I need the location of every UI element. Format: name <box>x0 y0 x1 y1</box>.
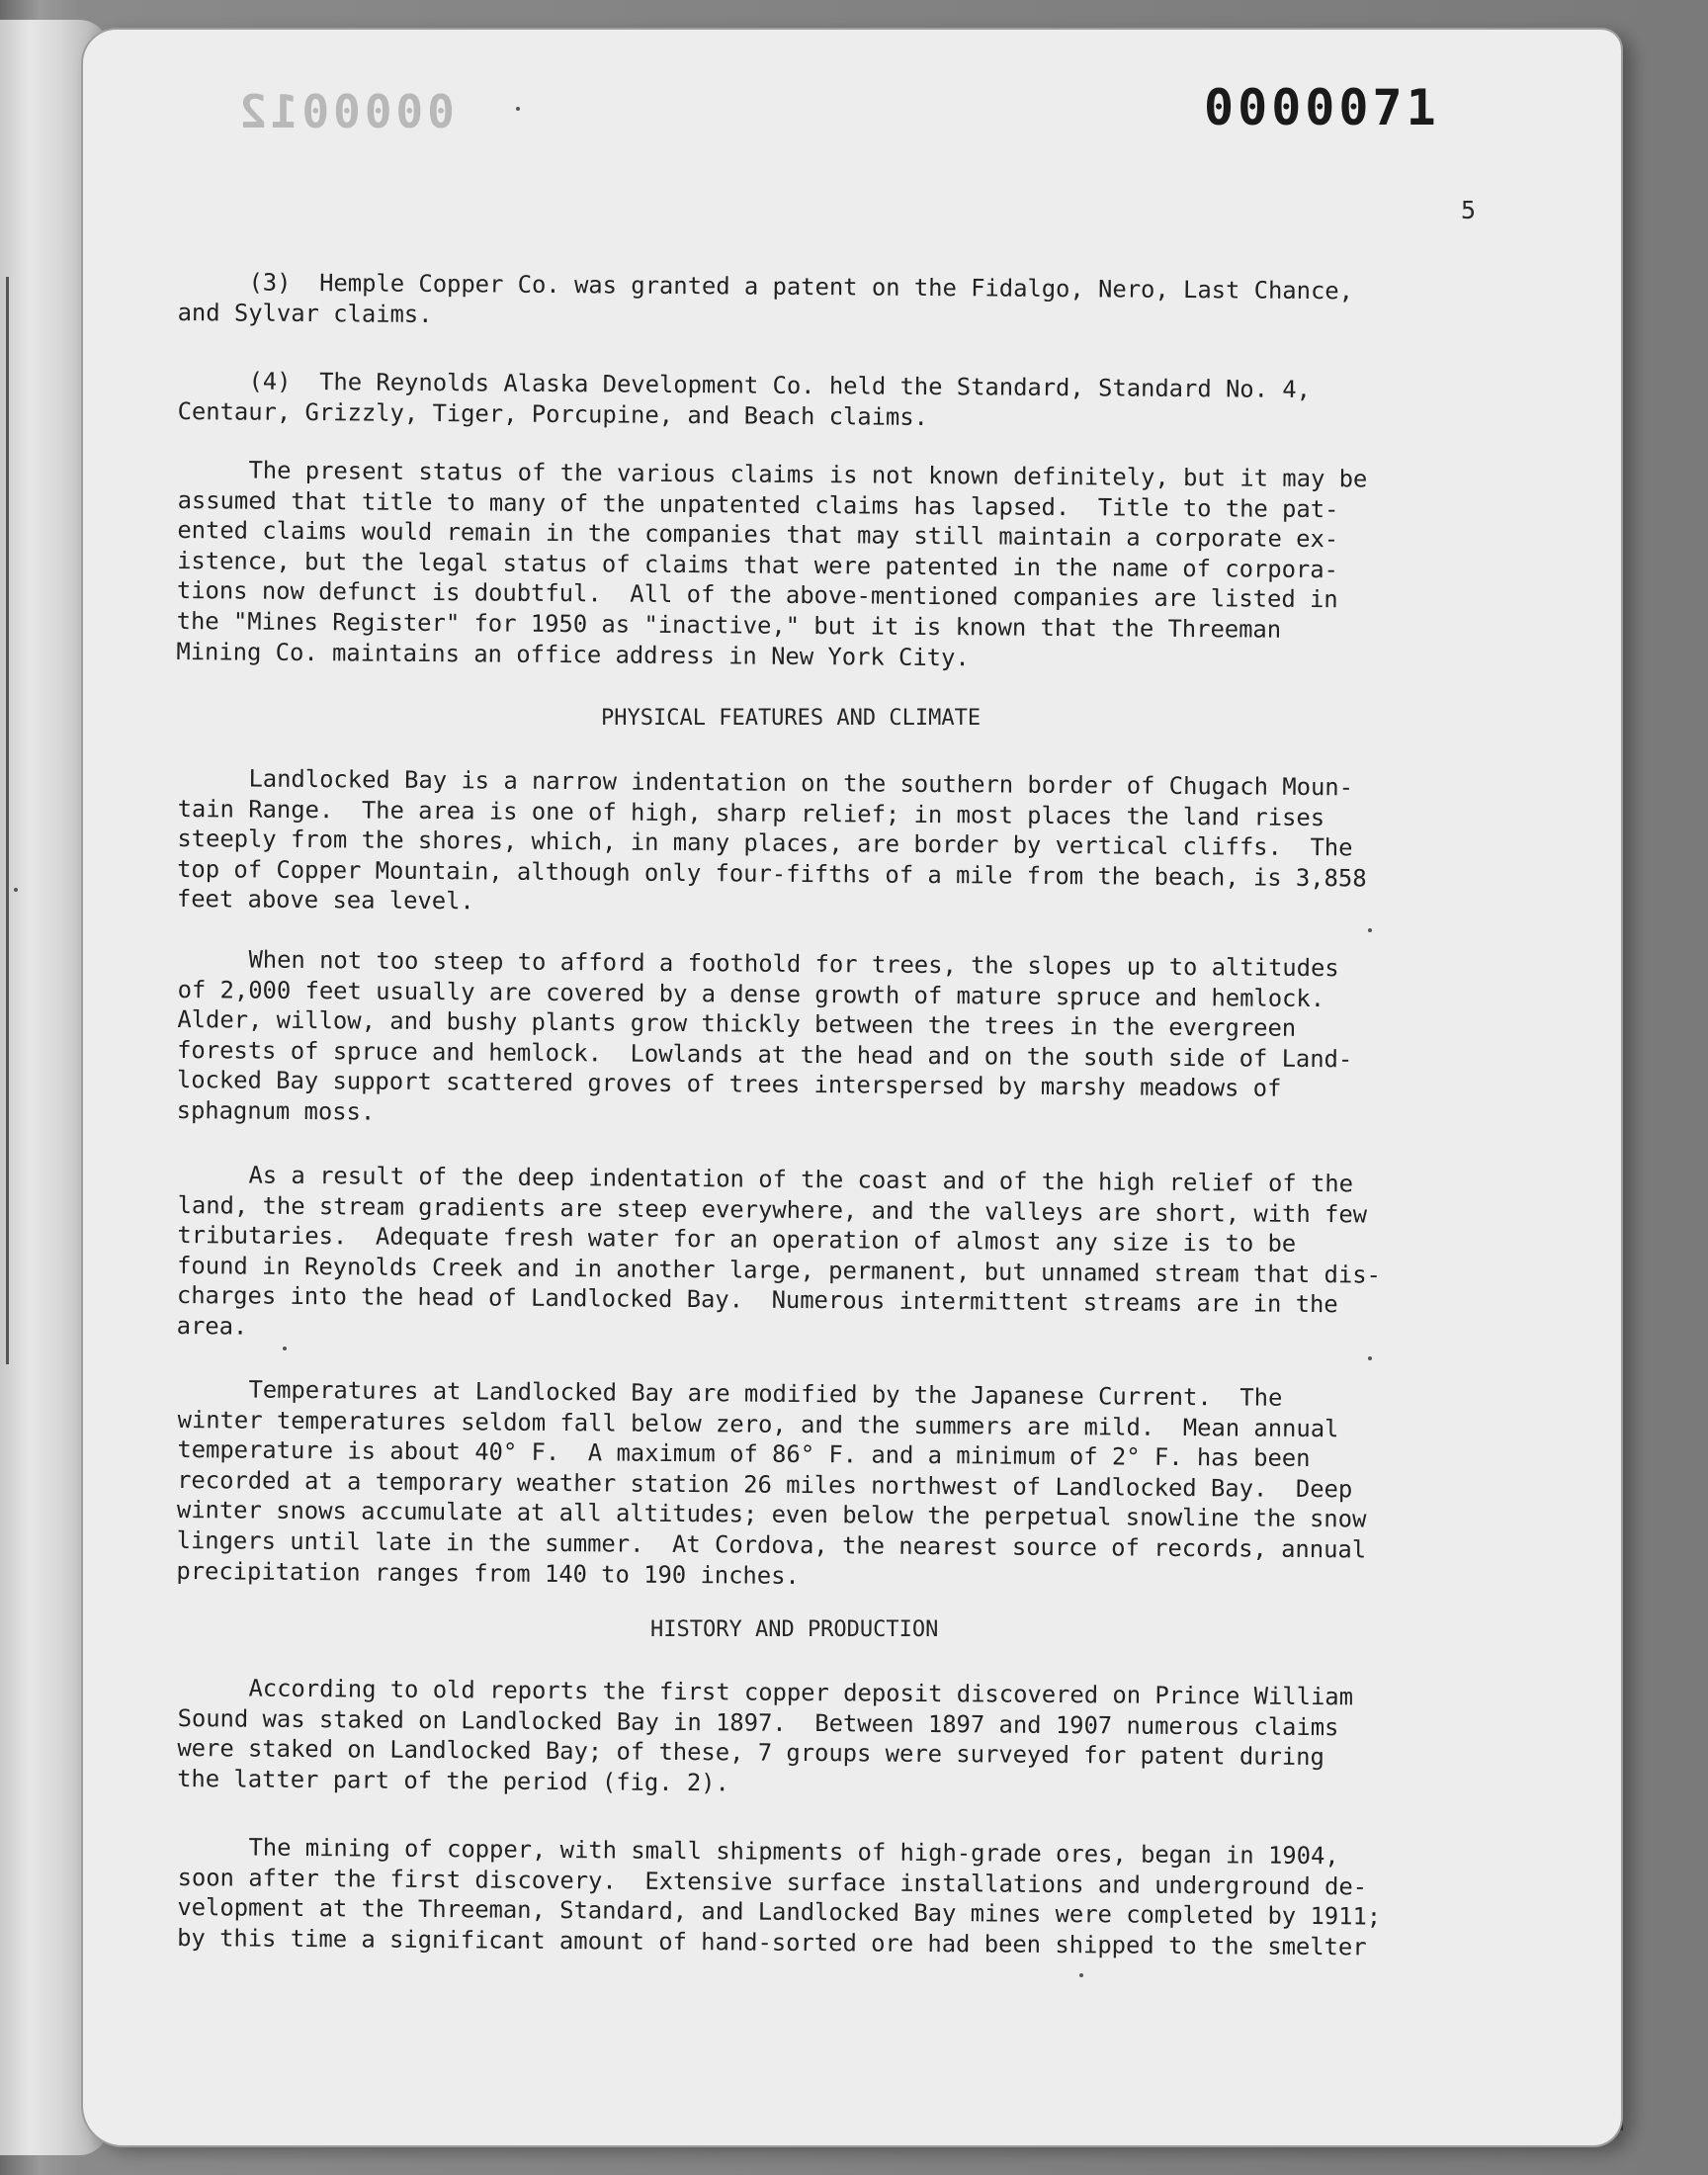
binding-shadow-line <box>6 277 9 1364</box>
page-number: 5 <box>1461 196 1477 224</box>
paragraph-streams: As a result of the deep indentation of the coast and of the high relief of the land, the stream gradients are steep everywhere, and the valleys are short, with few tributaries. Adequate fresh water for an operation of almost any size is to be found in Reynolds Creek and in another large, permanent, but unnamed stream that dis- charges into the head of Landlocked Bay. Numerous intermittent streams are in the area. <box>176 1161 1382 1341</box>
scan-speck <box>1368 1356 1372 1360</box>
bleed-through-stamp: 0000012 <box>235 85 455 138</box>
document-stamp-number: 0000071 <box>1204 79 1440 136</box>
paragraph-discovery: According to old reports the first copper deposit discovered on Prince William Sound was staked on Landlocked Bay in 1897. Between 1897 and 1907 numerous claims were staked on Landlocked Bay; of these, 7 groups were surveyed for patent during the latter part of the period (fig. 2). <box>177 1674 1354 1797</box>
scan-speck <box>283 1347 287 1350</box>
paragraph-3-hemple: (3) Hemple Copper Co. was granted a patent on the Fidalgo, Nero, Last Chance, and Sylvar claims. <box>177 267 1354 328</box>
paragraph-temperatures: Temperatures at Landlocked Bay are modified by the Japanese Current. The winter temperatures seldom fall below zero, and the summers are mild. Mean annual temperature is about 40° F. A maximum of 86° F. and a minimum of 2° F. has been recorded at a temporary weather station 26 miles northwest of Landlocked Bay. Deep winter snows accumulate at all altitudes; even below the perpetual snowline the snow lingers until late in the summer. At Cordova, the nearest source of records, annual precipitation ranges from 140 to 190 inches. <box>176 1375 1367 1590</box>
paragraph-4-reynolds: (4) The Reynolds Alaska Development Co. held the Standard, Standard No. 4, Centaur, Grizzly, Tiger, Porcupine, and Beach claims. <box>177 366 1312 431</box>
heading-physical-features: PHYSICAL FEATURES AND CLIMATE <box>601 706 982 731</box>
paragraph-claims-status: The present status of the various claims is not known definitely, but it may be assumed that title to many of the unpatented claims has lapsed. Title to the pat- ented claims would remain in the companies that may still maintain a corporate ex- istence, but the legal status of claims that were patented in the name of corpora- tions now defunct is doubtful. All of the above-mentioned companies are listed in the "Mines Register" for 1950 as "inactive," but it is known that the Threeman Mining Co. maintains an office address in New York City. <box>176 455 1368 671</box>
scan-speck <box>516 107 520 111</box>
scan-speck <box>1079 1973 1083 1977</box>
paragraph-mining: The mining of copper, with small shipments of high-grade ores, began in 1904, soon after the first discovery. Extensive surface installations and underground de- velopment at the Threeman, Standard, and Landlocked Bay mines were completed by 1911; by this time a significant amount of hand-sorted ore had been shipped to the smelter <box>177 1833 1382 1961</box>
paragraph-landlocked-bay: Landlocked Bay is a narrow indentation on the southern border of Chugach Moun- tain Range. The area is one of high, sharp relief; in most places the land rises steeply from the shores, which, in many places, are border by vertical cliffs. The top of Copper Mountain, although only four-fifths of a mile from the beach, is 3,858 feet above sea level. <box>176 763 1367 915</box>
scan-speck <box>1368 928 1372 932</box>
heading-history-production: HISTORY AND PRODUCTION <box>650 1617 939 1642</box>
scan-speck <box>14 888 18 892</box>
paragraph-vegetation: When not too steep to afford a foothold for trees, the slopes up to altitudes of 2,000 feet usually are covered by a dense growth of mature spruce and hemlock. Alder, willow, and bushy plants grow thickly between the trees in the evergreen forests of spruce and hemlock. Lowlands at the head and on the south side of Land- locked Bay support scattered groves of trees interspersed by marshy meadows of sphagnum moss. <box>176 944 1353 1126</box>
